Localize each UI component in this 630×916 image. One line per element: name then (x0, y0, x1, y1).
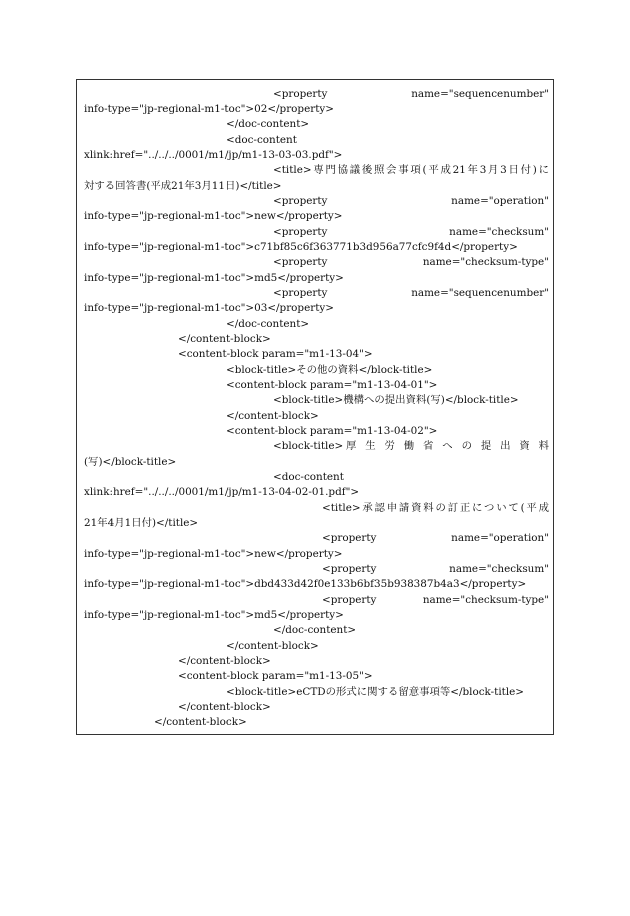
code-line: 21年4月1日付)</title> (84, 517, 199, 529)
code-line: <property name="operation" (322, 532, 549, 544)
code-line: <property name="operation" (273, 195, 549, 207)
code-line: </content-block> (178, 655, 271, 667)
code-line: xlink:href="../../../0001/m1/jp/m1-13-03-03.pdf"> (84, 149, 343, 161)
code-line: <content-block param="m1-13-04-01"> (226, 379, 438, 391)
code-line: info-type="jp-regional-m1-toc">md5</property> (84, 272, 344, 284)
code-line: <doc-content (226, 134, 297, 146)
code-line: </content-block> (178, 333, 271, 345)
code-line: <property name="checksum-type" (322, 594, 549, 606)
code-line: <block-title>機構への提出資料(写)</block-title> (273, 394, 519, 406)
code-line: </doc-content> (226, 318, 310, 330)
code-line: </content-block> (226, 640, 319, 652)
code-line: </doc-content> (273, 624, 357, 636)
code-line: info-type="jp-regional-m1-toc">new</property> (84, 548, 343, 560)
code-line: </content-block> (226, 410, 319, 422)
code-line: </doc-content> (226, 118, 310, 130)
code-line: <block-title>厚 生 労 働 省 へ の 提 出 資 料 (273, 440, 549, 452)
code-line: <property name="checksum" (273, 226, 549, 238)
code-line: info-type="jp-regional-m1-toc">02</property> (84, 103, 334, 115)
code-line: <content-block param="m1-13-04-02"> (226, 425, 438, 437)
code-line: <property name="sequencenumber" (273, 287, 549, 299)
code-line: xlink:href="../../../0001/m1/jp/m1-13-04-02-01.pdf"> (84, 486, 360, 498)
code-line: <block-title>その他の資料</block-title> (226, 364, 433, 376)
code-line: 対する回答書(平成21年3月11日)</title> (84, 180, 282, 192)
code-line: (写)</block-title> (84, 456, 177, 468)
code-line: <block-title>eCTDの形式に関する留意事項等</block-title> (226, 686, 525, 698)
code-line: <content-block param="m1-13-05"> (178, 670, 373, 682)
code-line: <property name="sequencenumber" (273, 88, 549, 100)
code-line: info-type="jp-regional-m1-toc">c71bf85c6f363771b3d956a77cfc9f4d</property> (84, 241, 518, 253)
code-line: </content-block> (154, 716, 247, 728)
code-line: <title>承認申請資料の訂正について(平成 (322, 502, 549, 514)
code-line: <doc-content (273, 471, 344, 483)
code-line: info-type="jp-regional-m1-toc">dbd433d42f0e133b6bf35b938387b4a3</property> (84, 578, 527, 590)
code-line: <title>専門協議後照会事項(平成21年3月3日付)に (273, 164, 549, 176)
code-line: info-type="jp-regional-m1-toc">new</property> (84, 210, 343, 222)
code-line: <content-block param="m1-13-04"> (178, 348, 373, 360)
code-line: info-type="jp-regional-m1-toc">03</property> (84, 302, 334, 314)
code-line: </content-block> (178, 701, 271, 713)
code-line: info-type="jp-regional-m1-toc">md5</property> (84, 609, 344, 621)
code-line: <property name="checksum" (322, 563, 549, 575)
code-line: <property name="checksum-type" (273, 256, 549, 268)
